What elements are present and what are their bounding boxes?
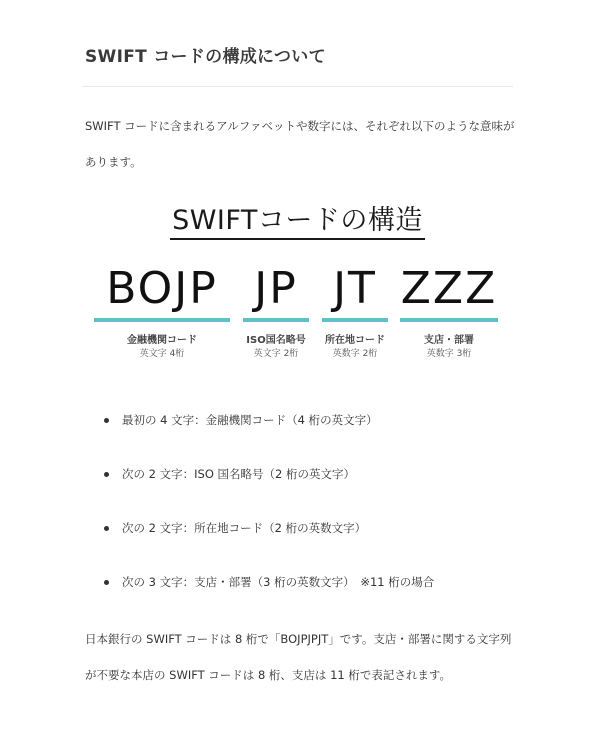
- segment-branch-code: [400, 264, 498, 361]
- swift-breakdown-list: [104, 408, 434, 624]
- list-item: [104, 462, 434, 516]
- bullet-icon: [104, 418, 109, 423]
- bullet-icon: [104, 526, 109, 531]
- segment-country-code: [243, 264, 309, 361]
- segment-label: 金融機関コード: [127, 335, 197, 346]
- segment-format: 英数字 3桁: [426, 349, 472, 359]
- bullet-icon: [104, 580, 109, 585]
- segment-format: 英文字 4桁: [139, 349, 185, 359]
- list-item-text: 次の 2 文字：ISO 国名略号（2 桁の英文字）: [122, 467, 355, 481]
- bullet-icon: [104, 472, 109, 477]
- list-item-text: 最初の 4 文字：金融機関コード（4 桁の英文字）: [122, 413, 378, 427]
- segment-bank-code: [94, 264, 230, 361]
- section-heading: SWIFT コードの構成について: [85, 47, 326, 67]
- segment-format: 英文字 2桁: [253, 349, 299, 359]
- list-item-text: 次の 2 文字：所在地コード（2 桁の英数文字）: [122, 521, 367, 535]
- list-item-text: 次の 3 文字：支店・部署（3 桁の英数文字） ※11 桁の場合: [122, 575, 435, 589]
- segment-format: 英数字 2桁: [332, 349, 378, 359]
- segment-underline: [94, 318, 230, 322]
- segment-label: 支店・部署: [424, 335, 474, 346]
- list-item: [104, 516, 434, 570]
- segment-location-code: [322, 264, 388, 361]
- diagram-title-text: SWIFTコードの構造: [170, 198, 425, 240]
- segment-code: BOJP: [106, 263, 218, 314]
- list-item: [104, 408, 434, 462]
- list-item: [104, 570, 434, 624]
- diagram-title: [0, 198, 595, 240]
- segment-code: JT: [333, 263, 377, 314]
- segment-label: 所在地コード: [325, 335, 385, 346]
- segment-code: ZZZ: [400, 263, 498, 314]
- segment-code: JP: [254, 263, 298, 314]
- note-paragraph: 日本銀行の SWIFT コードは 8 桁で「BOJPJPJT」です。支店・部署に関する文字列が不要な本店の SWIFT コードは 8 桁、支店は 11 桁で表記されます。: [85, 632, 512, 682]
- segment-underline: [400, 318, 498, 322]
- intro-paragraph: SWIFT コードに含まれるアルファベットや数字には、それぞれ以下のような意味があります。: [85, 119, 515, 169]
- segment-underline: [243, 318, 309, 322]
- segment-underline: [322, 318, 388, 322]
- segment-label: ISO国名略号: [246, 335, 306, 346]
